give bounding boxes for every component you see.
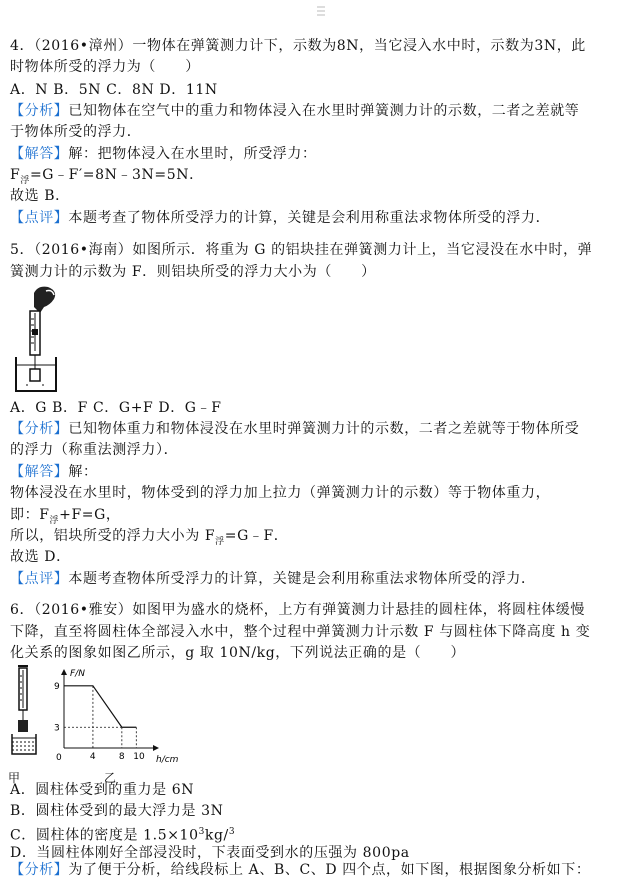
- q4-answer-text: 解：把物体浸入在水里时，所受浮力：: [68, 146, 317, 162]
- y-tick-label: 9: [54, 681, 60, 692]
- hanging-cylinder-icon: [8, 664, 44, 772]
- option-c-prefix: C．圆柱体的密度是 1.5×10: [10, 827, 199, 844]
- conclusion-sub: 浮: [215, 536, 225, 547]
- x-axis-label: h/cm: [156, 755, 179, 765]
- q5-stem-line2: 簧测力计的示数为 F．则铝块所受的浮力大小为（ ）: [10, 264, 376, 280]
- equation-sub: 浮: [49, 515, 60, 526]
- q4-answer: [10, 144, 628, 164]
- comment-tag: 【点评】: [10, 210, 69, 226]
- q6-figure-left: [8, 664, 44, 772]
- top-mark-icon: [317, 4, 325, 18]
- q5-choice: 故选 D．: [10, 549, 71, 565]
- q5-comment-text: 本题考查物体所受浮力的计算，关键是会利用称重法求物体所受的浮力．: [68, 571, 536, 587]
- conclusion-rest: =G﹣F．: [224, 528, 289, 544]
- y-axis-label: F/N: [70, 669, 85, 679]
- x-tick-label: 8: [118, 752, 125, 762]
- q4-analysis: [10, 101, 628, 121]
- answer-tag: 【解答】: [10, 146, 69, 162]
- conclusion-prefix: 所以，铝块所受的浮力大小为 F: [10, 528, 216, 544]
- q5-figure: [10, 285, 62, 395]
- q5-answer-colon: 解：: [68, 464, 98, 480]
- q5-stem-line1: 5．（2016•海南）如图所示．将重为 G 的铝块挂在弹簧测力计上，当它浸没在水中时，弹: [10, 242, 593, 258]
- q4-analysis-line2: 于物体所受的浮力．: [10, 124, 142, 140]
- q6-stem-line3: 化关系的图象如图乙所示，g 取 10N/kg，下列说法正确的是（ ）: [10, 645, 466, 661]
- formula-sub: 浮: [20, 175, 30, 186]
- q6-option-a: A．圆柱体受到的重力是 6N: [10, 782, 195, 798]
- q6-chart: [50, 664, 180, 774]
- q6-option-b: B．圆柱体受到的最大浮力是 3N: [10, 803, 224, 819]
- q5-answer: [10, 462, 628, 482]
- option-c-sup: 3: [198, 827, 205, 837]
- analysis-tag: 【分析】: [10, 421, 69, 437]
- option-c-unit: kg/: [204, 827, 229, 844]
- q5-analysis-line2: 的浮力（称重法测浮力）．: [10, 442, 179, 458]
- q4-options: A．N B．5N C．8N D．11N: [10, 82, 218, 98]
- answer-tag: 【解答】: [10, 464, 69, 480]
- analysis-tag: 【分析】: [10, 103, 69, 119]
- q5-options: A．G B．F C．G+F D．G﹣F: [10, 400, 222, 416]
- y-tick-label: 3: [54, 723, 60, 734]
- x-tick-label: 4: [89, 752, 96, 762]
- equation-rest: +F=G，: [59, 507, 121, 523]
- figure-label-right: 乙: [104, 771, 117, 785]
- q4-analysis-text: 已知物体在空气中的重力和物体浸入在水里时弹簧测力计的示数，二者之差就等: [68, 103, 580, 119]
- top-mark: [317, 4, 325, 18]
- q5-comment: [10, 569, 628, 589]
- q5-analysis: [10, 419, 628, 439]
- force-height-chart: [50, 664, 180, 774]
- figure-label-left: 甲: [8, 771, 21, 785]
- analysis-tag: 【分析】: [10, 862, 69, 878]
- q6-stem-line1: 6．（2016•雅安）如图甲为盛水的烧杯，上方有弹簧测力计悬挂的圆柱体，将圆柱体缓慢: [10, 602, 585, 618]
- q6-analysis-text: 为了便于分析，给线段标上 A、B、C、D 四个点，如下图，根据图象分析如下：: [68, 862, 591, 878]
- q6-analysis: [10, 860, 628, 880]
- comment-tag: 【点评】: [10, 571, 69, 587]
- formula-rest: =G﹣F′=8N﹣3N=5N．: [29, 167, 204, 183]
- series-line: [64, 686, 136, 727]
- q4-stem-line2: 时物体所受的浮力为（ ）: [10, 59, 200, 75]
- q6-stem-line2: 下降，直至将圆柱体全部浸入水中，整个过程中弹簧测力计示数 F 与圆柱体下降高度 h 变: [10, 624, 591, 640]
- spring-scale-beaker-icon: [10, 285, 62, 395]
- q4-comment-text: 本题考查了物体所受浮力的计算，关键是会利用称重法求物体所受的浮力．: [68, 210, 551, 226]
- q4-choice: 故选 B．: [10, 188, 70, 204]
- origin-label: 0: [56, 753, 62, 763]
- q5-analysis-text: 已知物体重力和物体浸没在水里时弹簧测力计的示数，二者之差就等于物体所受: [68, 421, 580, 437]
- q6-option-d: D．当圆柱体刚好全部浸没时，下表面受到水的压强为 800pa: [10, 845, 410, 861]
- equation-prefix: 即：F: [10, 507, 50, 523]
- q4-stem-line1: 4．（2016•漳州）一物体在弹簧测力计下，示数为8N，当它浸入水中时，示数为3N，此: [10, 38, 586, 54]
- option-c-sup2: 3: [228, 827, 236, 837]
- formula-f: F: [10, 167, 21, 183]
- x-tick-label: 10: [133, 752, 145, 762]
- q5-answer-line1: 物体浸没在水里时，物体受到的浮力加上拉力（弹簧测力计的示数）等于物体重力，: [10, 485, 551, 501]
- q4-comment: [10, 208, 628, 228]
